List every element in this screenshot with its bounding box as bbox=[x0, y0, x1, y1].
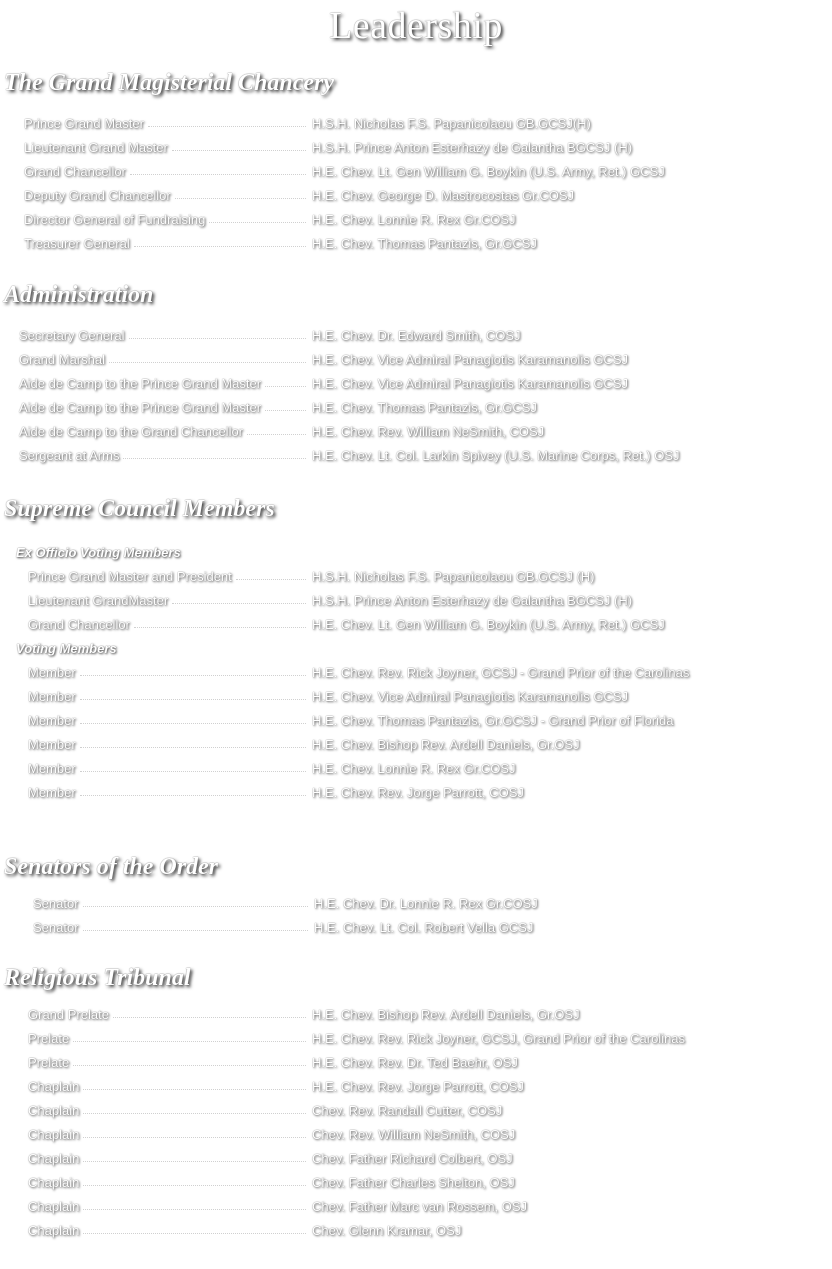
roster-row bbox=[0, 164, 832, 184]
member-name: H.E. Chev. Vice Admiral Panagiotis Karamanolis GCSJ bbox=[312, 376, 628, 391]
roster-row bbox=[0, 212, 832, 232]
dot-leader bbox=[129, 337, 307, 339]
position-title bbox=[19, 400, 309, 415]
roster-row bbox=[0, 920, 832, 940]
roster-row bbox=[0, 1175, 832, 1195]
roster-row bbox=[0, 713, 832, 733]
dot-leader bbox=[172, 149, 306, 151]
position-title bbox=[24, 164, 309, 179]
dot-leader bbox=[80, 674, 306, 676]
roster-row bbox=[0, 140, 832, 160]
member-name: H.E. Chev. Lonnie R. Rex Gr.COSJ bbox=[312, 761, 516, 776]
position-title-text: Lieutenant GrandMaster bbox=[28, 593, 169, 608]
member-name: Chev. Father Marc van Rossem, OSJ bbox=[312, 1199, 528, 1214]
roster-row bbox=[0, 761, 832, 781]
position-title-text: Grand Chancellor bbox=[24, 164, 126, 179]
dot-leader bbox=[83, 1160, 306, 1162]
member-name: H.E. Chev. Dr. Lonnie R. Rex Gr.COSJ bbox=[314, 896, 538, 911]
position-title bbox=[24, 116, 309, 131]
member-name: H.E. Chev. Rev. Rick Joyner, GCSJ - Grand Prior of the Carolinas bbox=[312, 665, 690, 680]
roster-row bbox=[0, 236, 832, 256]
member-name: H.E. Chev. Lonnie R. Rex Gr.COSJ bbox=[312, 212, 516, 227]
position-title-text: Aide de Camp to the Prince Grand Master bbox=[19, 400, 262, 415]
roster-row bbox=[0, 1007, 832, 1027]
position-title bbox=[28, 689, 309, 704]
position-title bbox=[19, 328, 309, 343]
dot-leader bbox=[148, 125, 306, 127]
roster-row bbox=[0, 569, 832, 589]
dot-leader bbox=[83, 905, 308, 907]
member-name: H.E. Chev. Thomas Pantazis, Gr.GCSJ bbox=[312, 400, 537, 415]
position-title bbox=[28, 593, 309, 608]
dot-leader bbox=[83, 929, 308, 931]
member-name: H.E. Chev. Rev. Rick Joyner, GCSJ, Grand Prior of the Carolinas bbox=[312, 1031, 686, 1046]
dot-leader bbox=[80, 698, 306, 700]
dot-leader bbox=[134, 626, 306, 628]
position-title bbox=[33, 896, 311, 911]
position-title-text: Director General of Fundraising bbox=[24, 212, 206, 227]
dot-leader bbox=[80, 770, 306, 772]
position-title bbox=[24, 212, 309, 227]
position-title bbox=[28, 569, 309, 584]
dot-leader bbox=[113, 1016, 306, 1018]
position-title-text: Chaplain bbox=[28, 1127, 80, 1142]
roster-row bbox=[0, 328, 832, 348]
position-title bbox=[28, 1223, 309, 1238]
dot-leader bbox=[83, 1184, 306, 1186]
position-title bbox=[28, 1175, 309, 1190]
dot-leader bbox=[265, 409, 306, 411]
dot-leader bbox=[109, 361, 306, 363]
member-name: H.E. Chev. Lt. Col. Robert Vella GCSJ bbox=[314, 920, 534, 935]
roster-row bbox=[0, 1031, 832, 1051]
position-title-text: Grand Marshal bbox=[19, 352, 105, 367]
dot-leader bbox=[265, 385, 306, 387]
member-name: H.E. Chev. Thomas Pantazis, Gr.GCSJ - Grand Prior of Florida bbox=[312, 713, 674, 728]
position-title-text: Chaplain bbox=[28, 1199, 80, 1214]
position-title bbox=[19, 424, 309, 439]
roster-row bbox=[0, 665, 832, 685]
position-title-text: Treasurer General bbox=[24, 236, 130, 251]
position-title-text: Prelate bbox=[28, 1031, 70, 1046]
dot-leader bbox=[236, 578, 306, 580]
roster-row bbox=[0, 188, 832, 208]
position-title bbox=[24, 188, 309, 203]
roster-row bbox=[0, 593, 832, 613]
roster-row bbox=[0, 896, 832, 916]
dot-leader bbox=[80, 794, 306, 796]
position-title bbox=[28, 1103, 309, 1118]
dot-leader bbox=[80, 722, 306, 724]
roster-row bbox=[0, 1199, 832, 1219]
dot-leader bbox=[134, 245, 306, 247]
member-name: H.E. Chev. Thomas Pantazis, Gr.GCSJ bbox=[312, 236, 537, 251]
roster-row bbox=[0, 737, 832, 757]
dot-leader bbox=[209, 221, 306, 223]
member-name: H.E. Chev. Dr. Edward Smith, COSJ bbox=[312, 328, 521, 343]
roster-row bbox=[0, 1103, 832, 1123]
roster-row bbox=[0, 1055, 832, 1075]
ex-officio-heading: Ex Officio Voting Members bbox=[16, 545, 181, 560]
roster-row bbox=[0, 1151, 832, 1171]
position-title-text: Member bbox=[28, 689, 76, 704]
position-title-text: Prince Grand Master bbox=[24, 116, 144, 131]
position-title-text: Sergeant at Arms bbox=[19, 448, 120, 463]
position-title bbox=[28, 737, 309, 752]
position-title bbox=[28, 1055, 309, 1070]
dot-leader bbox=[175, 197, 306, 199]
dot-leader bbox=[172, 602, 306, 604]
position-title-text: Grand Prelate bbox=[28, 1007, 109, 1022]
position-title-text: Member bbox=[28, 761, 76, 776]
page-title: Leadership bbox=[329, 5, 503, 47]
section-heading-tribunal: Religious Tribunal bbox=[4, 965, 191, 991]
member-name: H.E. Chev. Lt. Gen William G. Boykin (U.S. Army, Ret.) GCSJ bbox=[312, 617, 665, 632]
position-title-text: Prelate bbox=[28, 1055, 70, 1070]
member-name: H.E. Chev. Vice Admiral Panagiotis Karamanolis GCSJ bbox=[312, 689, 628, 704]
roster-row bbox=[0, 448, 832, 468]
section-heading-council: Supreme Council Members bbox=[4, 496, 275, 522]
position-title-text: Member bbox=[28, 737, 76, 752]
member-name: H.E. Chev. Rev. William NeSmith, COSJ bbox=[312, 424, 545, 439]
position-title bbox=[19, 352, 309, 367]
section-heading-senators: Senators of the Order bbox=[4, 854, 219, 880]
position-title-text: Secretary General bbox=[19, 328, 125, 343]
position-title bbox=[28, 785, 309, 800]
roster-row bbox=[0, 400, 832, 420]
roster-row bbox=[0, 116, 832, 136]
roster-row bbox=[0, 1223, 832, 1243]
position-title-text: Senator bbox=[33, 896, 79, 911]
position-title bbox=[28, 1079, 309, 1094]
member-name: H.E. Chev. Rev. Jorge Parrott, COSJ bbox=[312, 1079, 524, 1094]
dot-leader bbox=[83, 1112, 306, 1114]
position-title bbox=[24, 140, 309, 155]
dot-leader bbox=[83, 1208, 306, 1210]
dot-leader bbox=[83, 1088, 306, 1090]
dot-leader bbox=[83, 1136, 306, 1138]
position-title-text: Aide de Camp to the Grand Chancellor bbox=[19, 424, 244, 439]
position-title bbox=[28, 761, 309, 776]
position-title bbox=[28, 1151, 309, 1166]
position-title bbox=[28, 1199, 309, 1214]
position-title-text: Member bbox=[28, 665, 76, 680]
position-title bbox=[19, 448, 309, 463]
member-name: H.E. Chev. Vice Admiral Panagiotis Karamanolis GCSJ bbox=[312, 352, 628, 367]
member-name: Chev. Father Charles Shelton, OSJ bbox=[312, 1175, 515, 1190]
position-title-text: Chaplain bbox=[28, 1223, 80, 1238]
position-title-text: Senator bbox=[33, 920, 79, 935]
dot-leader bbox=[83, 1232, 306, 1234]
position-title bbox=[28, 1127, 309, 1142]
dot-leader bbox=[73, 1064, 306, 1066]
position-title-text: Chaplain bbox=[28, 1151, 80, 1166]
member-name: H.E. Chev. Lt. Col. Larkin Spivey (U.S. Marine Corps, Ret.) OSJ bbox=[312, 448, 680, 463]
roster-row bbox=[0, 785, 832, 805]
member-name: Chev. Rev. William NeSmith, COSJ bbox=[312, 1127, 516, 1142]
position-title bbox=[24, 236, 309, 251]
position-title-text: Chaplain bbox=[28, 1103, 80, 1118]
position-title bbox=[28, 1007, 309, 1022]
position-title-text: Chaplain bbox=[28, 1079, 80, 1094]
position-title-text: Member bbox=[28, 785, 76, 800]
member-name: H.S.H. Prince Anton Esterhazy de Galantha BGCSJ (H) bbox=[312, 140, 633, 155]
member-name: Chev. Father Richard Colbert, OSJ bbox=[312, 1151, 513, 1166]
position-title bbox=[33, 920, 311, 935]
member-name: H.E. Chev. Rev. Dr. Ted Baehr, OSJ bbox=[312, 1055, 518, 1070]
roster-row bbox=[0, 376, 832, 396]
position-title-text: Member bbox=[28, 713, 76, 728]
position-title-text: Lieutenant Grand Master bbox=[24, 140, 168, 155]
dot-leader bbox=[130, 173, 306, 175]
position-title bbox=[28, 1031, 309, 1046]
dot-leader bbox=[123, 457, 306, 459]
member-name: H.S.H. Nicholas F.S. Papanicolaou GB.GCSJ(H) bbox=[312, 116, 591, 131]
member-name: Chev. Rev. Randall Cutter, COSJ bbox=[312, 1103, 503, 1118]
roster-row bbox=[0, 1127, 832, 1147]
roster-row bbox=[0, 617, 832, 637]
member-name: H.E. Chev. Bishop Rev. Ardell Daniels, Gr.OSJ bbox=[312, 1007, 580, 1022]
dot-leader bbox=[73, 1040, 306, 1042]
position-title-text: Deputy Grand Chancellor bbox=[24, 188, 171, 203]
position-title-text: Prince Grand Master and President bbox=[28, 569, 232, 584]
section-heading-chancery: The Grand Magisterial Chancery bbox=[4, 70, 335, 96]
member-name: H.E. Chev. Lt. Gen William G. Boykin (U.S. Army, Ret.) GCSJ bbox=[312, 164, 665, 179]
member-name: H.E. Chev. Bishop Rev. Ardell Daniels, Gr.OSJ bbox=[312, 737, 580, 752]
member-name: H.S.H. Nicholas F.S. Papanicolaou GB.GCSJ (H) bbox=[312, 569, 595, 584]
member-name: H.E. Chev. Rev. Jorge Parrott, COSJ bbox=[312, 785, 524, 800]
position-title-text: Aide de Camp to the Prince Grand Master bbox=[19, 376, 262, 391]
member-name: H.E. Chev. George D. Mastrocostas Gr.COSJ bbox=[312, 188, 575, 203]
member-name: Chev. Glenn Kramar, OSJ bbox=[312, 1223, 462, 1238]
section-heading-administration: Administration bbox=[4, 282, 154, 308]
position-title-text: Chaplain bbox=[28, 1175, 80, 1190]
position-title bbox=[28, 713, 309, 728]
roster-row bbox=[0, 1079, 832, 1099]
member-name: H.S.H. Prince Anton Esterhazy de Galantha BGCSJ (H) bbox=[312, 593, 633, 608]
position-title bbox=[28, 617, 309, 632]
dot-leader bbox=[80, 746, 306, 748]
position-title bbox=[28, 665, 309, 680]
roster-row bbox=[0, 352, 832, 372]
voting-members-heading: Voting Members bbox=[16, 641, 117, 656]
roster-row bbox=[0, 424, 832, 444]
position-title bbox=[19, 376, 309, 391]
position-title-text: Grand Chancellor bbox=[28, 617, 130, 632]
dot-leader bbox=[247, 433, 306, 435]
roster-row bbox=[0, 689, 832, 709]
